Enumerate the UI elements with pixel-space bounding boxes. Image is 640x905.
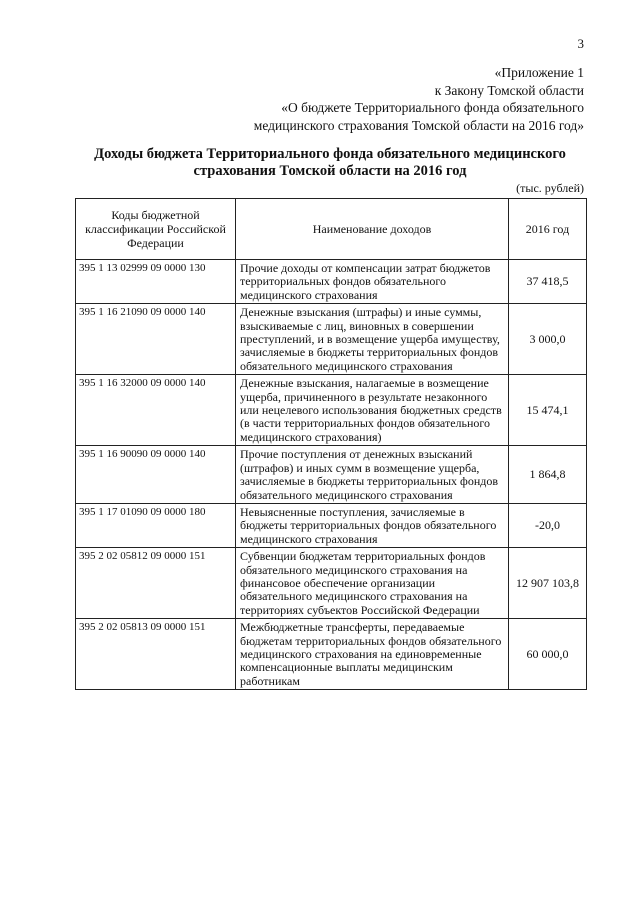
units-note: (тыс. рублей) <box>516 181 584 195</box>
table-row <box>76 503 587 547</box>
row-amount: 60 000,0 <box>509 619 587 690</box>
header-name: Наименование доходов <box>236 199 509 260</box>
header-amount: 2016 год <box>509 199 587 260</box>
row-name: Прочие доходы от компенсации затрат бюджетов территориальных фондов обязательного медицинского страхования <box>236 260 509 304</box>
row-name: Прочие поступления от денежных взысканий (штрафов) и иных сумм в возмещение ущерба, зачисляемые в бюджеты территориальных фондов обязательного медицинского страхования <box>236 446 509 504</box>
row-name: Денежные взыскания, налагаемые в возмещение ущерба, причиненного в результате незаконного или нецелевого использования бюджетных средств (в части территориальных фондов обязательного медицинского страхования) <box>236 375 509 446</box>
title-line: Доходы бюджета Территориального фонда обязательного медицинского <box>94 146 566 162</box>
row-name: Межбюджетные трансферты, передаваемые бюджетам территориальных фондов обязательного медицинского страхования на единовременные компенсационные выплаты медицинским работникам <box>236 619 509 690</box>
table-row <box>76 260 587 304</box>
row-code: 395 2 02 05812 09 0000 151 <box>76 548 236 619</box>
row-amount: 12 907 103,8 <box>509 548 587 619</box>
row-amount: 37 418,5 <box>509 260 587 304</box>
row-code: 395 1 16 32000 09 0000 140 <box>76 375 236 446</box>
row-code: 395 1 13 02999 09 0000 130 <box>76 260 236 304</box>
table-row <box>76 619 587 690</box>
table-row <box>76 446 587 504</box>
page-number: 3 <box>577 36 584 51</box>
row-amount: 1 864,8 <box>509 446 587 504</box>
income-table <box>75 198 587 690</box>
table-row <box>76 375 587 446</box>
appendix-line: «Приложение 1 <box>494 65 584 80</box>
row-code: 395 1 17 01090 09 0000 180 <box>76 503 236 547</box>
row-name: Субвенции бюджетам территориальных фондов обязательного медицинского страхования на финансовое обеспечение организации обязательного медицинского страхования на территориях субъектов Российской Федерации <box>236 548 509 619</box>
row-code: 395 1 16 21090 09 0000 140 <box>76 304 236 375</box>
row-code: 395 1 16 90090 09 0000 140 <box>76 446 236 504</box>
appendix-line: «О бюджете Территориального фонда обязательного <box>281 100 584 115</box>
appendix-line: медицинского страхования Томской области на 2016 год» <box>253 117 584 133</box>
appendix-line: к Закону Томской области <box>434 82 584 98</box>
row-name: Денежные взыскания (штрафы) и иные суммы, взыскиваемые с лиц, виновных в совершении преступлений, и в возмещение ущерба имуществу, зачисляемые в бюджеты территориальных фондов обязательного медицинского страхования <box>236 304 509 375</box>
row-name: Невыясненные поступления, зачисляемые в бюджеты территориальных фондов обязательного медицинского страхования <box>236 503 509 547</box>
document-title <box>70 146 590 180</box>
row-code: 395 2 02 05813 09 0000 151 <box>76 619 236 690</box>
header-code: Коды бюджетной классификации Российской Федерации <box>76 199 236 260</box>
table-header-row <box>76 199 587 260</box>
row-amount: 15 474,1 <box>509 375 587 446</box>
table-row <box>76 304 587 375</box>
table-row <box>76 548 587 619</box>
title-line: страхования Томской области на 2016 год <box>193 163 467 179</box>
appendix-note <box>164 64 584 134</box>
row-amount: -20,0 <box>509 503 587 547</box>
row-amount: 3 000,0 <box>509 304 587 375</box>
